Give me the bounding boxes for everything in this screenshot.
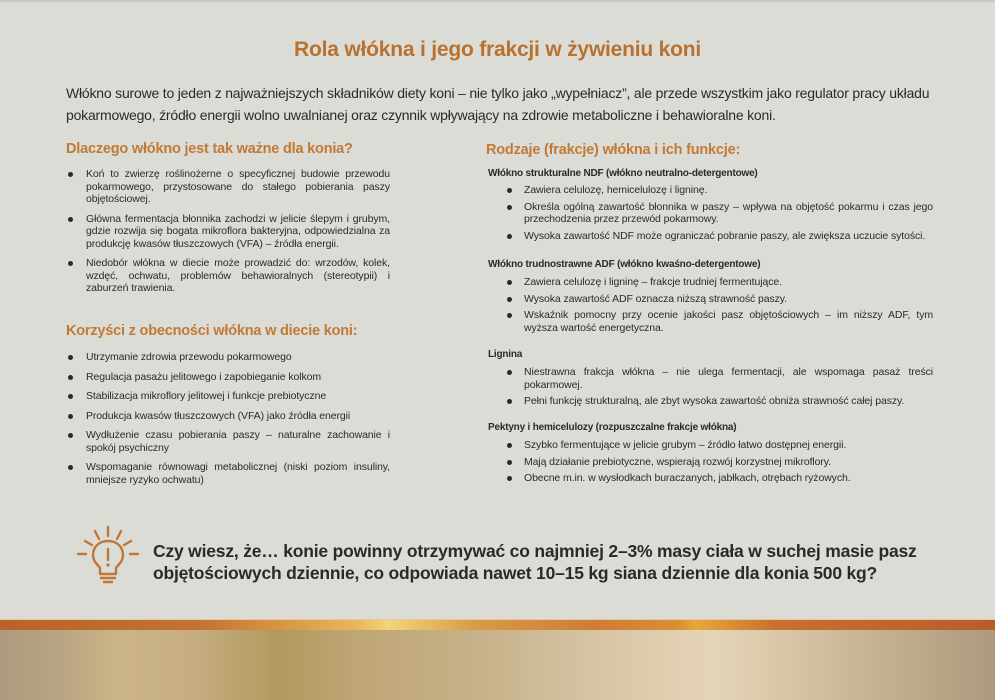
list-item: Wysoka zawartość ADF oznacza niższą strawność paszy.: [505, 293, 933, 306]
list-item: Niestrawna frakcja włókna – nie ulega fermentacji, ale wspomaga pasaż treści pokarmowej.: [505, 366, 933, 391]
bullet-icon: [68, 465, 73, 470]
ndf-list: [505, 184, 933, 246]
list-item: Utrzymanie zdrowia przewodu pokarmowego: [66, 351, 390, 364]
ndf-subheading: Włókno strukturalne NDF (włókno neutralno-detergentowe): [488, 168, 758, 179]
bullet-icon: [68, 172, 73, 177]
pectins-subheading: Pektyny i hemicelulozy (rozpuszczalne frakcje włókna): [488, 422, 737, 433]
orange-divider-stripe: [0, 619, 995, 630]
list-item: Mają działanie prebiotyczne, wspierają rozwój korzystnej mikroflory.: [505, 456, 933, 469]
top-border: [0, 0, 995, 2]
bullet-icon: [507, 460, 512, 465]
list-item: Stabilizacja mikroflory jelitowej i funkcje prebiotyczne: [66, 390, 390, 403]
list-item: Wskaźnik pomocny przy ocenie jakości pasz objętościowych – im niższy ADF, tym wyższa wartość energetyczna.: [505, 309, 933, 334]
why-fiber-list: [66, 168, 390, 302]
lightbulb-icon: [75, 524, 141, 588]
lignin-subheading: Lignina: [488, 349, 523, 360]
bullet-icon: [507, 234, 512, 239]
bullet-icon: [68, 355, 73, 360]
fiber-types-heading: Rodzaje (frakcje) włókna i ich funkcje:: [486, 142, 741, 158]
bullet-icon: [507, 297, 512, 302]
list-item: Wydłużenie czasu pobierania paszy – naturalne zachowanie i spokój psychiczny: [66, 429, 390, 454]
bullet-icon: [507, 313, 512, 318]
list-item: Zawiera celulozę i ligninę – frakcje trudniej fermentujące.: [505, 276, 933, 289]
bullet-icon: [68, 433, 73, 438]
adf-subheading: Włókno trudnostrawne ADF (włókno kwaśno-detergentowe): [488, 259, 761, 270]
list-item: Koń to zwierzę roślinożerne o specyficznej budowie przewodu pokarmowego, przystosowane do stałego pobierania paszy objętościowej.: [66, 168, 390, 206]
list-item: Regulacja pasażu jelitowego i zapobieganie kolkom: [66, 371, 390, 384]
benefits-list: [66, 351, 390, 493]
list-item: Pełni funkcję strukturalną, ale zbyt wysoka zawartość obniża strawność całej paszy.: [505, 395, 933, 408]
page-title: Rola włókna i jego frakcji w żywieniu koni: [293, 38, 702, 61]
bullet-icon: [507, 188, 512, 193]
bullet-icon: [68, 394, 73, 399]
adf-list: [505, 276, 933, 338]
list-item: Szybko fermentujące w jelicie grubym – źródło łatwo dostępnej energii.: [505, 439, 933, 452]
list-item: Obecne m.in. w wysłodkach buraczanych, jabłkach, otrębach ryżowych.: [505, 472, 933, 485]
list-item: Wysoka zawartość NDF może ograniczać pobranie paszy, ale zwiększa uczucie sytości.: [505, 230, 933, 243]
lignin-list: [505, 366, 933, 412]
bullet-icon: [68, 375, 73, 380]
bullet-icon: [507, 443, 512, 448]
pectins-list: [505, 439, 933, 489]
list-item: Produkcja kwasów tłuszczowych (VFA) jako źródła energii: [66, 410, 390, 423]
did-you-know-callout: [75, 524, 945, 594]
list-item: Określa ogólną zawartość błonnika w paszy – wpływa na objętość pokarmu i czas jego przechodzenia przez przewód pokarmowy.: [505, 201, 933, 226]
why-fiber-heading: Dlaczego włókno jest tak ważne dla konia?: [66, 141, 353, 157]
bullet-icon: [507, 205, 512, 210]
gold-footer-band: [0, 630, 995, 700]
bullet-icon: [507, 476, 512, 481]
bullet-icon: [507, 399, 512, 404]
bullet-icon: [507, 280, 512, 285]
benefits-heading: Korzyści z obecności włókna w diecie koni:: [66, 323, 358, 339]
bullet-icon: [507, 370, 512, 375]
list-item: Niedobór włókna w diecie może prowadzić do: wrzodów, kolek, wzdęć, ochwatu, problemów behawioralnych (stereotypii) i zaburzeń trawienia.: [66, 257, 390, 295]
list-item: Główna fermentacja błonnika zachodzi w jelicie ślepym i grubym, gdzie rozwija się bogata mikroflora bakteryjna, odpowiedzialna za produkcję kwasów tłuszczowych (VFA) – źródła energii.: [66, 213, 390, 251]
list-item: Wspomaganie równowagi metabolicznej (niski poziom insuliny, mniejsze ryzyko ochwatu): [66, 461, 390, 486]
list-item: Zawiera celulozę, hemicelulozę i ligninę.: [505, 184, 933, 197]
bullet-icon: [68, 414, 73, 419]
did-you-know-text: Czy wiesz, że… konie powinny otrzymywać co najmniej 2–3% masy ciała w suchej masie pasz objętościowych dziennie, co odpowiada nawet 10–15 kg siana dziennie dla konia 500 kg?: [153, 541, 917, 583]
intro-paragraph: Włókno surowe to jeden z najważniejszych składników diety koni – nie tylko jako „wypełniacz”, ale przede wszystkim jako regulator pracy układu pokarmowego, źródło energii wolno uwalnianej oraz czynnik wpływający na zdrowie metaboliczne i behawioralne koni.: [66, 85, 930, 123]
bullet-icon: [68, 217, 73, 222]
bullet-icon: [68, 261, 73, 266]
